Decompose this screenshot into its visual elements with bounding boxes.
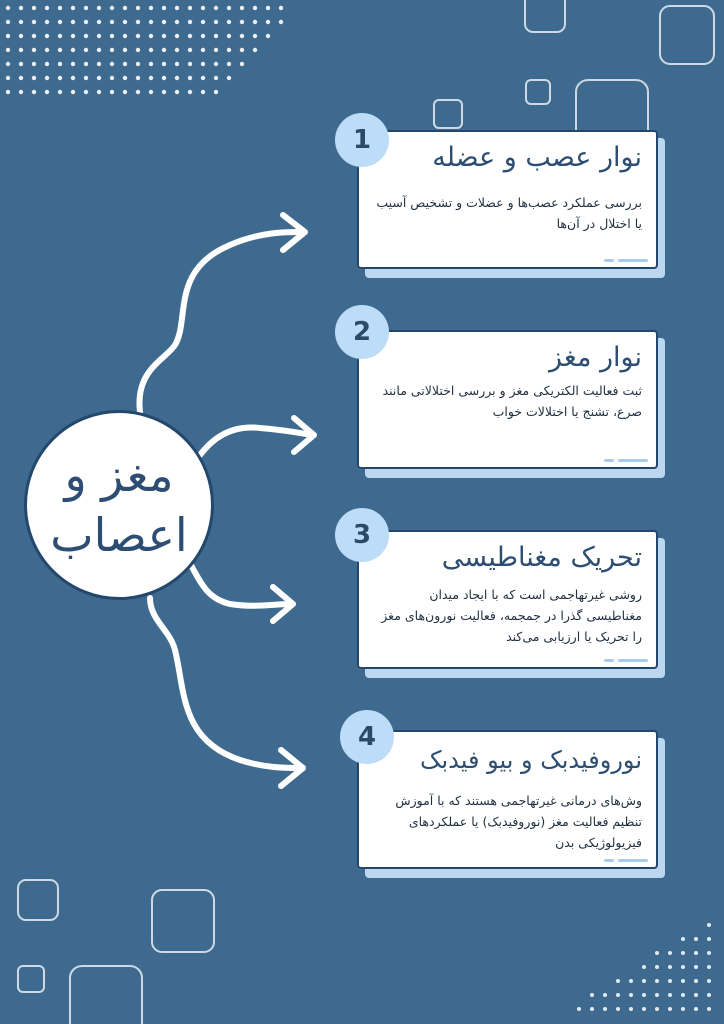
dot	[214, 90, 218, 94]
dot	[136, 76, 140, 80]
dot	[214, 76, 218, 80]
dot	[668, 965, 672, 969]
dot	[681, 1007, 685, 1011]
dot	[707, 979, 711, 983]
dot	[629, 979, 633, 983]
dot	[84, 20, 88, 24]
dot	[71, 6, 75, 10]
card-title: نوار مغز	[549, 342, 642, 373]
dot	[162, 6, 166, 10]
dot	[136, 62, 140, 66]
connector-arrow-3	[188, 560, 290, 606]
dot	[110, 20, 114, 24]
dot	[71, 62, 75, 66]
dot	[32, 76, 36, 80]
dot	[123, 62, 127, 66]
dot	[681, 993, 685, 997]
dot	[279, 6, 283, 10]
dot	[123, 20, 127, 24]
dot	[84, 6, 88, 10]
dot	[162, 76, 166, 80]
dot	[110, 90, 114, 94]
dot	[71, 76, 75, 80]
dot	[175, 34, 179, 38]
dot	[694, 993, 698, 997]
dot	[266, 20, 270, 24]
card-deco-bars	[604, 659, 648, 663]
dot	[668, 993, 672, 997]
dot	[616, 993, 620, 997]
dot	[175, 76, 179, 80]
dot	[603, 993, 607, 997]
dot	[681, 951, 685, 955]
number-badge-4: 4	[340, 710, 394, 764]
dot	[253, 20, 257, 24]
dot	[642, 993, 646, 997]
dot	[32, 48, 36, 52]
outline-square	[525, 0, 565, 32]
dot	[214, 6, 218, 10]
center-title-line2: اعصاب	[50, 508, 188, 562]
dot	[71, 20, 75, 24]
dot	[136, 48, 140, 52]
dot	[19, 76, 23, 80]
dot	[201, 20, 205, 24]
card-description: ثبت فعالیت الکتریکی مغز و بررسی اختلالاتی مانند صرع، تشنج یا اختلالات خواب	[382, 383, 642, 419]
dot	[110, 76, 114, 80]
dot	[616, 979, 620, 983]
dot	[84, 34, 88, 38]
dot	[707, 937, 711, 941]
dot	[58, 76, 62, 80]
dot	[240, 62, 244, 66]
dot	[97, 76, 101, 80]
dot	[58, 48, 62, 52]
dot	[6, 48, 10, 52]
dot	[214, 62, 218, 66]
dot	[32, 34, 36, 38]
dot	[655, 979, 659, 983]
dot	[123, 34, 127, 38]
number-badge-1: 1	[335, 113, 389, 167]
outline-square	[70, 966, 142, 1024]
dot	[240, 20, 244, 24]
dot	[110, 34, 114, 38]
dot	[681, 937, 685, 941]
dot	[58, 62, 62, 66]
dot	[227, 62, 231, 66]
dot	[32, 6, 36, 10]
dot	[188, 6, 192, 10]
dot	[71, 48, 75, 52]
dot	[707, 951, 711, 955]
dot	[32, 62, 36, 66]
dot	[201, 6, 205, 10]
dot	[136, 20, 140, 24]
outline-square	[18, 966, 44, 992]
dot	[681, 965, 685, 969]
dot	[175, 62, 179, 66]
service-card-1	[357, 130, 660, 271]
dot	[19, 62, 23, 66]
dot	[188, 62, 192, 66]
service-card-3	[357, 530, 660, 671]
dot	[123, 48, 127, 52]
dot	[253, 34, 257, 38]
dot	[227, 6, 231, 10]
dot	[227, 48, 231, 52]
dot	[707, 923, 711, 927]
center-title-line1: مغز و	[64, 448, 174, 502]
dot	[149, 90, 153, 94]
dot	[110, 48, 114, 52]
dot	[45, 76, 49, 80]
dot	[188, 90, 192, 94]
dot	[694, 937, 698, 941]
dot	[19, 48, 23, 52]
dot	[136, 34, 140, 38]
dot	[655, 1007, 659, 1011]
dot	[19, 20, 23, 24]
dot	[6, 6, 10, 10]
dot	[214, 20, 218, 24]
dot	[668, 1007, 672, 1011]
dot	[84, 90, 88, 94]
dot	[6, 76, 10, 80]
dot	[97, 62, 101, 66]
dot	[188, 76, 192, 80]
dot	[694, 965, 698, 969]
dot	[123, 90, 127, 94]
dot	[642, 1007, 646, 1011]
dot	[84, 48, 88, 52]
card-title: نوروفیدبک و بیو فیدبک	[420, 746, 642, 774]
dot	[45, 34, 49, 38]
outline-square	[434, 100, 462, 128]
dot	[84, 62, 88, 66]
card-description: روشی غیرتهاجمی است که با ایجاد میدان مغناطیسی گذرا در جمجمه، فعالیت نورون‌های مغز را تحریک یا ارزیابی می‌کند	[381, 587, 642, 644]
service-card-4	[357, 730, 660, 871]
card-deco-bars	[604, 859, 648, 863]
dot	[149, 6, 153, 10]
number-badge-3: 3	[335, 508, 389, 562]
dot	[707, 993, 711, 997]
dot	[201, 48, 205, 52]
dot	[655, 951, 659, 955]
dot	[240, 6, 244, 10]
center-topic-circle	[24, 410, 214, 600]
dot	[58, 6, 62, 10]
dot	[162, 90, 166, 94]
dot	[58, 34, 62, 38]
outline-square	[526, 80, 550, 104]
dot	[45, 6, 49, 10]
dot	[110, 6, 114, 10]
dot	[136, 90, 140, 94]
dot	[188, 34, 192, 38]
dot	[45, 20, 49, 24]
card-title: نوار عصب و عضله	[432, 142, 642, 173]
dot	[681, 979, 685, 983]
dot	[175, 48, 179, 52]
dot	[642, 965, 646, 969]
number-badge-2: 2	[335, 305, 389, 359]
dot	[19, 6, 23, 10]
dot	[58, 20, 62, 24]
dot	[162, 48, 166, 52]
dot	[253, 48, 257, 52]
dot	[149, 20, 153, 24]
dot	[97, 6, 101, 10]
dot	[694, 951, 698, 955]
dot	[58, 90, 62, 94]
dot	[32, 20, 36, 24]
dot	[6, 20, 10, 24]
dot	[162, 62, 166, 66]
dot	[188, 20, 192, 24]
dot	[707, 965, 711, 969]
dot	[279, 20, 283, 24]
dot	[71, 34, 75, 38]
outline-square	[660, 6, 714, 64]
dot	[694, 1007, 698, 1011]
service-card-2	[357, 330, 660, 471]
dot	[45, 90, 49, 94]
dot	[149, 76, 153, 80]
dot	[97, 48, 101, 52]
dot	[629, 993, 633, 997]
dot	[84, 76, 88, 80]
dot	[253, 6, 257, 10]
dot	[577, 1007, 581, 1011]
dot	[668, 979, 672, 983]
dot	[201, 76, 205, 80]
dot	[201, 34, 205, 38]
connector-arrow-4	[150, 598, 300, 768]
dot	[603, 1007, 607, 1011]
dot	[201, 62, 205, 66]
dot	[227, 20, 231, 24]
dot	[45, 62, 49, 66]
dot	[266, 34, 270, 38]
card-deco-bars	[604, 259, 648, 263]
dot	[655, 993, 659, 997]
dot	[32, 90, 36, 94]
dot	[266, 6, 270, 10]
dot	[629, 1007, 633, 1011]
dot	[6, 62, 10, 66]
dot	[642, 979, 646, 983]
outline-square	[152, 890, 214, 952]
dot	[97, 90, 101, 94]
dot	[45, 48, 49, 52]
dot	[240, 34, 244, 38]
dot	[201, 90, 205, 94]
dot	[162, 34, 166, 38]
dot	[19, 90, 23, 94]
dot	[175, 90, 179, 94]
dot	[175, 6, 179, 10]
dot	[110, 62, 114, 66]
card-deco-bars	[604, 459, 648, 463]
dot	[123, 6, 127, 10]
card-description: وش‌های درمانی غیرتهاجمی هستند که با آموزش تنظیم فعالیت مغز (نوروفیدبک) یا عملکردهای فیزیولوژیکی بدن	[395, 793, 642, 850]
dot	[227, 76, 231, 80]
connector-arrow-1	[139, 232, 300, 412]
dot	[590, 993, 594, 997]
dot	[6, 90, 10, 94]
card-title: تحریک مغناطیسی	[441, 542, 642, 573]
dot	[149, 62, 153, 66]
dot	[149, 34, 153, 38]
dot	[175, 20, 179, 24]
dot	[240, 48, 244, 52]
dot	[694, 979, 698, 983]
dot	[188, 48, 192, 52]
dot	[71, 90, 75, 94]
dot	[214, 34, 218, 38]
dot-pattern-bottom-right	[577, 923, 711, 1011]
dot	[149, 48, 153, 52]
dot	[655, 965, 659, 969]
dot-pattern-top-left	[6, 6, 283, 94]
dot	[668, 951, 672, 955]
dot	[214, 48, 218, 52]
dot	[123, 76, 127, 80]
dot	[227, 34, 231, 38]
dot	[162, 20, 166, 24]
dot	[19, 34, 23, 38]
dot	[616, 1007, 620, 1011]
card-description: بررسی عملکرد عصب‌ها و عضلات و تشخیص آسیب یا اختلال در آن‌ها	[376, 195, 642, 231]
dot	[6, 34, 10, 38]
outline-square	[18, 880, 58, 920]
dot	[590, 1007, 594, 1011]
dot	[136, 6, 140, 10]
dot	[97, 20, 101, 24]
dot	[97, 34, 101, 38]
dot	[707, 1007, 711, 1011]
